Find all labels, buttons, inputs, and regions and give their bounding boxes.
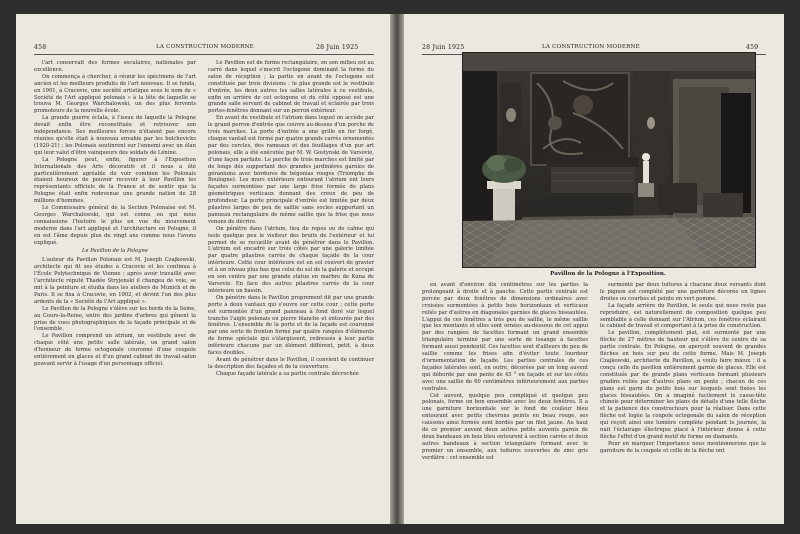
paragraph: La façade arrière du Pavillon, le seule qui nous reste pas reproduire, est naturellement de composition quelque peu semblable à celle donnant sur l'Atrium, ces fenêtres éclairant le cabinet de travail et comportant à la prise de construction. — [600, 302, 766, 330]
right-page — [404, 14, 784, 524]
paragraph: en avant d'environ dix centimètres sur les parties la prolongeant à droite et à gauche. Cette partie centrale est percée par deux fenêtres de dimensions ordinaires avec croisées surmontées à petits bois horizontaux et verticaux reliés par d'autres en diagonales garnies de glaces biseautées. L'appui de ces fenêtres a très peu de saillie, le même saillie que les montants et elles sont ornées au-dessous de cet appui par des rangées de facettes formant un grand ensemble triangulaire terminé par une sorte de losange à facettes formant aussi pendentif. Ces facettes sont d'ailleurs de peu de saillie comme les frises afin d'éviter toute lourdeur d'ornementation de façade. Les parties centrales de ces façades latérales sont, en outre, décorées par un long auvent qui déborde par une pente de 45 ° en façade et sur les côtés avec une saillie de 60 centimètres inférieurement aux parties centrales. — [422, 282, 588, 392]
right-column-1 — [422, 282, 588, 516]
left-column-2 — [208, 60, 374, 516]
paragraph: Avant de pénétrer dans le Pavillon, il convient de continuer la description des façades et de la couverture. — [208, 356, 374, 370]
right-header-date: 28 Juin 1925 — [422, 44, 465, 51]
paragraph: Le Commissaire général de la Section Polonaise est M. Georges Warchalowski, qui est connu ou qui nous connaissions l'histoire le plus en vue du mouvement moderne dans l'art appliqué et l'architecture en Pologne, il en est l'âme depuis plus de vingt ans comme nous l'avons expliqué. — [34, 205, 196, 246]
left-page — [16, 14, 390, 524]
paragraph: Le Pavillon comprend un atrium, un vestibule avec de chaque côté une petite salle latérale, un grand salon d'honneur de forme octogonale couronné d'une coupole entièrement en glaces et d'un grand cabinet de travail-salon pouvant servir à l'usage d'un personnage officiel. — [34, 333, 196, 367]
paragraph: On commença à chercher, à réunir les spécimens de l'art ancien et les meilleurs produits de l'art nouveau. Il se fonda, en 1901, à Cracovie, une société artistique sous le nom de « Société de l'Art appliqué polonais » à la tête de laquelle se trouva M. Georges Warchalowski, un des plus fervents promoteurs de la nouvelle école. — [34, 73, 196, 115]
left-header-date: 28 Juin 1925 — [316, 44, 359, 51]
right-column-2 — [600, 282, 766, 516]
photo-caption: Pavillon de la Pologne à l'Exposition. — [550, 271, 666, 277]
left-column-1 — [34, 60, 196, 516]
paragraph: La grande guerre éclata, à l'issue de laquelle la Pologne devait enfin être reconstituée et retrouver son indépendance. Ses meilleures forces n'étaient pas encore réunies qu'elle était à nouveau envahie par les bolchevicks (1920-21) ; les Polonais soutinrent sur l'ennemi avec un élan qui leur valut d'être vainqueurs des soldats de Lénine. — [34, 115, 196, 156]
left-journal-title: LA CONSTRUCTION MODERNE — [156, 44, 254, 50]
left-header-rule — [34, 54, 374, 55]
paragraph: Le Pavillon est de forme rectangulaire, en son milieu est au carré dans lequel s'inscrit l'octogone dominant la forme du salon de réception ; la partie en avant de l'octogone est constituée par trois divisions : le plus grande est le vestibule d'entrée, les deux autres les salles latérales à ce vestibule, enfin en arrière de cet octogone et du côté opposé est une grande salle servant de cabinet de travail et éclairée par trois portes-fenêtres donnant sur un perron extérieur. — [208, 60, 374, 115]
paragraph: Pour en marquer l'importance nous mentionnerons que la garniture de la coupole et celle de la flèche ont — [600, 440, 766, 454]
right-page-number: 459 — [746, 44, 759, 51]
paragraph: Le Pavillon de la Pologne s'élève sur les bords de la Seine, au Cours-la-Reine, entre des jardins d'arbres qui gênent la prise de vues photographiques de la façade principale et de l'ensemble. — [34, 305, 196, 333]
paragraph: L'auteur du Pavillon Polonais est M. Joseph Czajkowski, architecte qui fit ses études à Cracovie et les continua à l'École Polytechnique de Vienne ; après avoir travaillé avec l'architecte réputé Thadée Stryjenski il changea de voie, se mit à la peinture et étudia dans les ateliers de Munich et de Paris. Il se fixa à Cracovie, en 1902, et devint l'un des plus ardents de la « Société de l'Art appliqué ». — [34, 257, 196, 305]
paragraph: En avant du vestibule et l'atrium dans lequel on accède par le grand perron d'entrée que couvre au-dessus d'un porche de trois marches. La porte d'entrée a une grille en fer forgé, chaque vantail est formé par quatre grands carrés ornementés par des cercles, des rameaux et des feuillages d'un pur art polonais, elle a été exécutée par M. W. Gostynski de Varsovie, d'une façon parfaite. Le porche de trois marches est limité par de longs dés supportant des grandes jardinières garnies de géraniums avec bordures de bégonias rouges (Triomphe de Boulogne). Les murs extérieurs entourant l'atrium ont leurs façades surmontées par une large frise formée de plans géométriques verticaux donnant des creux de peu de profondeur. La porte principale d'entrée est limitée par deux pilastres larges de peu de saillie sans socles supportant un panneau rectangulaire de même saillie que la frise que nous venons de décrire. — [208, 115, 374, 225]
book-gutter — [390, 14, 404, 524]
paragraph: On pénètre dans l'atrium, lieu de repos ou de calme qui isole quelque peu le visiteur des bruits de l'extérieur et lui permet de se recueillir avant de pénétrer dans le Pavillon. L'atrium est encadré sur trois côtés par une galerie limitée par quatre pilastres carrés de chaque façade de la cour intérieure. Cette cour intérieure est en sol couvert de gravier et à un niveau plus bas que celui du sol de la galerie et occupé en son centre par une grande statue en marbre de Kuna de Varsovie. En face des autres pilastres carrés de la cour intérieure un bassin. — [208, 225, 374, 294]
paragraph: La Pologne peut, enfin, figurer à l'Exposition Internationale des Arts décoratifs et il nous a été particulièrement agréable de voir combien les Polonais étaient heureux de pouvoir recevoir à leur Pavillon les représentants officiels de la France et de sentir que la Pologne était enfin redevenue une grande nation de 28 millions d'hommes. — [34, 156, 196, 205]
section-subheading: Le Pavillon de la Pologne — [82, 248, 148, 255]
right-journal-title: LA CONSTRUCTION MODERNE — [542, 44, 640, 50]
paragraph: l'art conservait des formes séculaires, nationales par excellence. — [34, 60, 196, 73]
interior-photo-icon — [462, 52, 756, 268]
paragraph: surmonté par deux toitures à chacune deux versants dont le pignon est complété par une garniture décorée en lignes droites ou courbes et peinte en vert pomme. — [600, 282, 766, 302]
paragraph: Cet auvent, quelque peu compliqué et quelque peu polonais, forme un bon ensemble avec les deux fenêtres. Il a une garniture horizontale sur le fond de couleur bleu entourant avec petits chevrons peints en beau rouge, ses caissons ainsi formés sont bordés par un filet jaune. Au haut de ce premier auvent deux autres petits auvents garnis de deux bandeaux en bois bleu entourent à section carrée et deux autres bandeaux à section triangulaire formant avec le premier un ensemble, aux toitures couvertes de zinc gris verdâtre : cet ensemble est — [422, 392, 588, 461]
paragraph: Chaque façade latérale a sa partie centrale décrochée — [216, 370, 359, 377]
paragraph: On pénètre dans le Pavillon proprement dit par une grande porte à deux vantaux qui s'ouvre sur cette cour ; cette porte est surmontée d'un grand panneau à fond doré sur lequel tranche l'aigle polonais en pierre blanche et entourée par des fenêtres. L'ensemble de la porte et de la façade est couronné par une sorte de fronton formé par quatre rangées d'éléments de forme spéciale qui s'élargissent, redressés à leur partie inférieure chacune par un élément différent, petit, à deux faces doubles. — [208, 294, 374, 357]
left-page-number: 458 — [34, 44, 47, 51]
paragraph: Le pavillon, complètement plat, est surmonté par une flèche de 27 mètres de hauteur qui s'élève du centre de sa partie centrale. En Pologne, on aperçoit souvent de grandes flèches en bois sur peu de cette forme. Mais M. Joseph Czajkowski, architecte du Pavillon, a voulu faire mieux : il a conçu celle du pavillon entièrement garnie de glaces. Elle est constituée par de grands plans verticaux formant plusieurs gradins reliés par d'autres plans en pente ; chacun de ces plans est garni de petits bois sur lesquels sont fixées les glaces biseautées. On a imaginé facilement le casse-tête chinois pour déterminer les plans de détails d'une telle flèche et la patience des constructeurs pour la réaliser. Dans cette flèche est logée la coupole octogonale du salon de réception qui reçoit ainsi une lumière complète pendant le journée, la nuit l'éclairage électrique placé à l'intérieur donne à cette flèche l'effet d'un grand motif de forme en diamants. — [600, 330, 766, 440]
interior-photo-drawing — [463, 53, 755, 267]
